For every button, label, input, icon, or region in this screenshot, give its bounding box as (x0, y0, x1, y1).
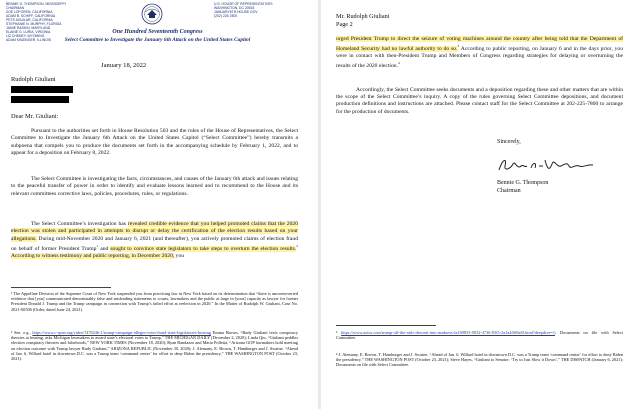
congress-title: One Hundred Seventeenth Congress (112, 29, 203, 35)
page-header-number: Page 2 (336, 21, 353, 28)
member-line: LIZ CHENEY, WYOMING (6, 34, 45, 38)
paragraph-subpoena: Pursuant to the authorities set forth in House Resolution 503 and the rules of the House of Representatives, the Select Committee to Investigate the January 6th Attack on the United States Capitol (“Select Committee”) hereby transmits a subpoena that compels you to produce the documents set forth in the accompanying schedule by February 1, 2022, and to appear for a deposition on February 8, 2022. (11, 128, 298, 157)
letter-page-1 (1, 0, 314, 409)
signer-title: Chairman (497, 188, 521, 194)
committee-title: Select Committee to Investigate the January 6th Attack on the United States Capitol (64, 37, 251, 43)
address-line: U.S. HOUSE OF REPRESENTATIVES (214, 2, 273, 6)
footnote-text: Emma Brown, “Rudy Giuliani texts conspiracy theories at hearing, asks Michigan lawmakers to award state’s electoral votes to Trump,” THE MICHIGAN DAILY (December 2, 2020); Linda Qiu, “Giuliani peddles election conspiracy theories and falsehoods,” NEW YORK TIMES (November 18, 2020); Ryan Randazzo and Maria Polletta, “Arizona GOP lawmakers hold meeting on election outcome with Trump lawyer Rudy Giuliani,” ARIZONA REPUBLIC (November 30, 2020); J. Alemany, E. Brown, T. Hamburger and J. Swaine, “Ahead of Jan. 6, Willard hotel in downtown D.C. was a Trump team ‘command center’ for effort to deny Biden the presidency,” THE WASHINGTON POST (October 23, 2021). (11, 330, 298, 362)
highlighted-text: revealed credible evidence that you helped promoted claims that the 2020 election was stolen and participated in attempts to disrupt or delay the certification of the election results based on your allegations. (11, 221, 298, 242)
address-line: (202) 225-7800 (214, 14, 238, 18)
footnote-ref: 3 (457, 44, 460, 49)
redacted-address-line (11, 96, 69, 103)
highlighted-text: According to witness testimony and public reporting, in December 2020, (11, 253, 175, 260)
footnote-ref: 4 (397, 61, 400, 66)
footnote-text: ³ (336, 330, 342, 335)
footnote-text: ² See, e.g., (11, 330, 33, 335)
findings-text: The Select Committee’s investigation has (31, 221, 128, 227)
page-separator (318, 0, 321, 409)
paragraph-continuation (336, 36, 623, 71)
salutation: Dear Mr. Giuliani: (11, 113, 59, 120)
member-line: ZOE LOFGREN, CALIFORNIA (6, 10, 53, 14)
office-address-block (214, 2, 284, 18)
closing: Sincerely, (497, 139, 521, 145)
member-line: JAMIE RASKIN, MARYLAND (6, 26, 51, 30)
continuation-text: According to public reporting, on January 6 and in the days prior, you were in contact with then-President Trump and Members of Congress regarding strategies for delaying or overturning the results of the 2020 election. (336, 46, 623, 70)
highlighted-text: urged President Trump to direct the seizure of voting machines around the country after being told that the Department of Homeland Security had no lawful authority to do so. (336, 36, 623, 53)
footnote-link[interactable]: https://www.axios.com/trump-off-the-rails-descent-into-madness-fa169833-9052-4736-83f5-2a1a4f0f8a8f.html?deepdive=1 (341, 330, 555, 335)
highlighted-text: sought to convince state legislators to take steps to overturn the election results. (110, 246, 297, 253)
committee-members-list (6, 2, 66, 42)
member-line: PETE AGUILAR, CALIFORNIA (6, 18, 53, 22)
findings-text: During mid-November 2020 and January 6, 2021 (and thereafter), you actively promoted claims of election fraud on behalf of former President Trump (11, 235, 298, 253)
footnote-3 (336, 330, 623, 340)
findings-text: you (174, 253, 185, 260)
member-line: ADAM KINZINGER, ILLINOIS (6, 38, 52, 42)
member-line: CHAIRMAN (6, 6, 25, 10)
member-line: BENNIE G. THOMPSON, MISSISSIPPI (6, 2, 66, 6)
address-line: WASHINGTON, DC 20515 (214, 6, 255, 10)
footnote-ref: 1 (96, 244, 99, 249)
footnote-ref: 2 (296, 244, 299, 249)
footnote-2 (11, 330, 298, 361)
page-header-name: Mr. Rudolph Giuliani (336, 13, 390, 20)
address-line: JANUARY6TH.HOUSE.GOV (214, 10, 258, 14)
member-line: ADAM B. SCHIFF, CALIFORNIA (6, 14, 55, 18)
paragraph-investigation-purpose: The Select Committee is investigating the facts, circumstances, and causes of the January 6th attack and issues relating to the peaceful transfer of power in order to identify and evaluate lessons learned and to recommend to the House and its relevant committees corrective laws, policies, procedures, rules, or regulations. (11, 176, 298, 197)
paragraph-findings (11, 221, 298, 261)
paragraph-request: Accordingly, the Select Committee seeks documents and a deposition regarding these and other matters that are within the scope of the Select Committee’s inquiry. A copy of the rules governing Select Committee depositions, and document production definitions and instructions are attached. Please contact staff for the Select Committee at 202-225-7800 to arrange for the production of documents. (336, 87, 623, 115)
footnote-text: ; Documents on file with Select Committee. (336, 330, 623, 341)
footnote-divider (11, 287, 111, 288)
congressional-seal-icon (141, 3, 163, 25)
footnote-divider (336, 325, 436, 326)
signer-name: Bennie G. Thompson (497, 180, 549, 186)
redacted-address-line (11, 86, 73, 93)
letter-page-2 (326, 0, 639, 409)
footnote-4: ⁴ J. Alemany, E. Brown, T. Hamburger and J. Swaine, “Ahead of Jan. 6, Willard hotel in downtown D.C. was a Trump team ‘command center’ for effort to deny Biden the presidency,” THE WASHINGTON POST (October 23, 2021); Steve Hayes, “Giuliani to Senator: ‘Try to Just Slow it Down’,” THE DISPATCH (January 6, 2021); Documents on file with Select Committee. (336, 352, 623, 368)
member-line: STEPHANIE N. MURPHY, FLORIDA (6, 22, 62, 26)
letter-date: January 18, 2022 (101, 62, 147, 69)
signature-image (497, 154, 597, 178)
footnote-1: ¹ The Appellate Division of the Supreme Court of New York suspended you from practicing law in New York based on its determination that “there is uncontroverted evidence that [you] communicated demonstrably false and misleading statements to courts, lawmakers and the public at large in [your] capacity as lawyer for former President Donald J. Trump and the Trump campaign in connection with Trump’s failed effort at reelection in 2020.” In the Matter of Rudolph W. Giuliani, Case No. 2021-00506 (Order, dated June 24, 2021). (11, 291, 298, 312)
findings-text: and (98, 246, 111, 253)
footnote-link[interactable]: https://www.c-span.org/video/?478246-1/trump-campaign-alleges-voter-fraud-state-legislatures-hearing (32, 330, 211, 335)
addressee-name: Rudolph Giuliani (11, 76, 56, 83)
member-line: ELAINE G. LURIA, VIRGINIA (6, 30, 51, 34)
